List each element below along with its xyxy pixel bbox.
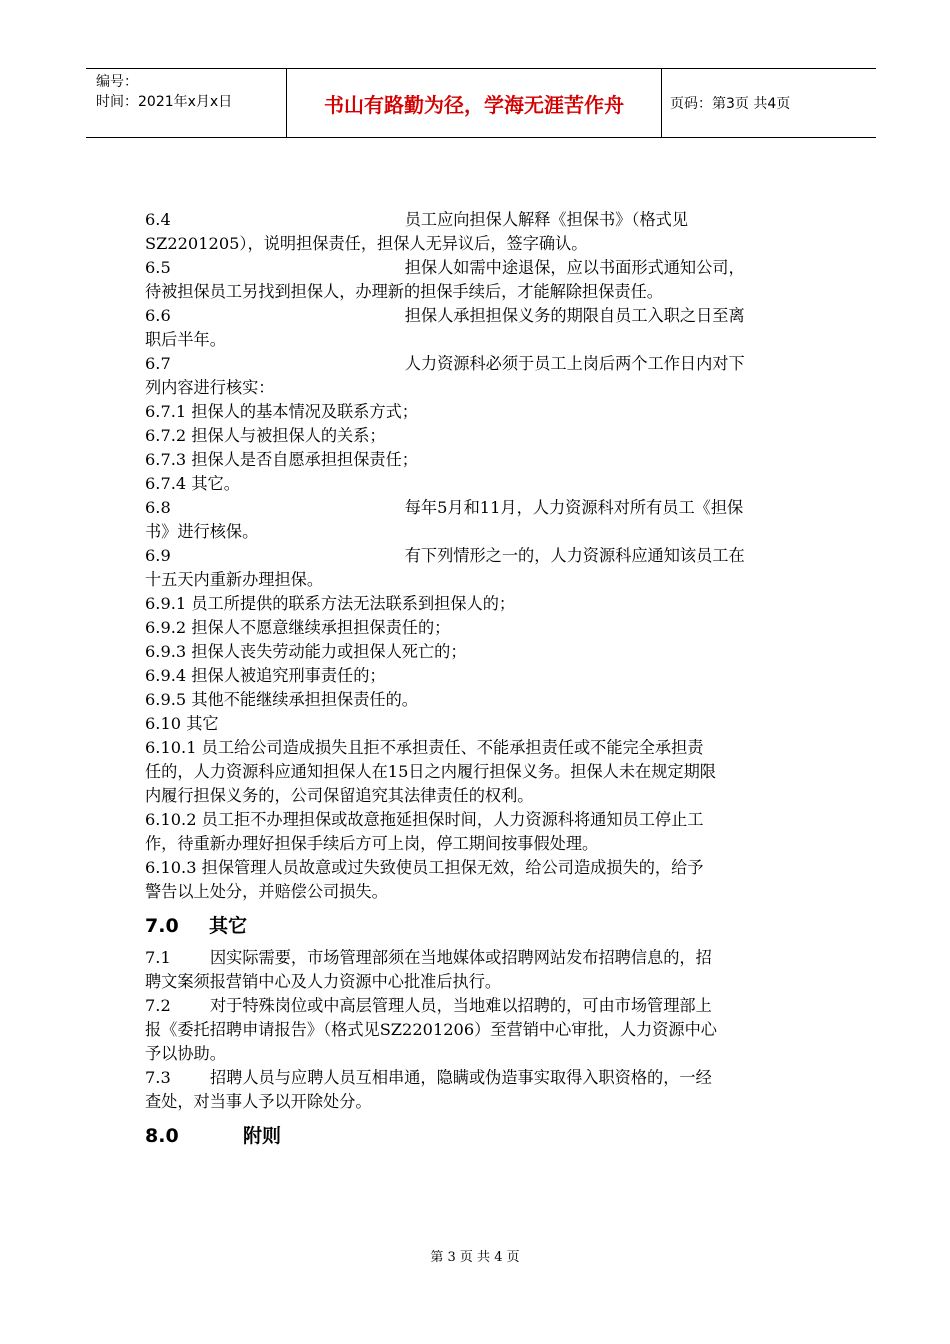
text-line: 任的，人力资源科应通知担保人在15日之内履行担保义务。担保人未在规定期限 <box>145 762 716 781</box>
clause-7-3: 7.3 招聘人员与应聘人员互相串通，隐瞒或伪造事实取得入职资格的，一经 <box>145 1068 712 1087</box>
section-title: 附则 <box>243 1125 282 1147</box>
text-line: 报《委托招聘申请报告》（格式见SZ2201206）至营销中心审批，人力资源中心 <box>145 1020 717 1039</box>
clause-6-10: 6.10 其它 <box>145 714 219 733</box>
number-label: 编号： <box>96 74 138 90</box>
text-line: 6.10.1 员工给公司造成损失且拒不承担责任、不能承担责任或不能完全承担责 <box>145 738 704 757</box>
text-line: 列内容进行核实： <box>145 378 275 397</box>
text-line: 查处，对当事人予以开除处分。 <box>145 1092 372 1111</box>
text-line: 内履行担保义务的，公司保留追究其法律责任的权利。 <box>145 786 534 805</box>
clause-6-6: 6.6 担保人承担担保义务的期限自员工入职之日至离 <box>145 306 745 325</box>
text-line: 6.7.1 担保人的基本情况及联系方式； <box>145 402 418 421</box>
text-line: 6.9.1 员工所提供的联系方法无法联系到担保人的； <box>145 594 516 613</box>
text-line: 聘文案须报营销中心及人力资源中心批准后执行。 <box>145 972 502 991</box>
clause-6-9: 6.9 有下列情形之一的，人力资源科应通知该员工在 <box>145 546 745 565</box>
text-line: SZ2201205），说明担保责任，担保人无异议后，签字确认。 <box>145 234 588 253</box>
clause-7-1: 7.1 因实际需要，市场管理部须在当地媒体或招聘网站发布招聘信息的，招 <box>145 948 712 967</box>
time-label: 时间：2021年x月x日 <box>96 94 233 110</box>
clause-6-4: 6.4 员工应向担保人解释《担保书》（格式见 <box>145 210 689 229</box>
text-line: 6.7.4 其它。 <box>145 474 240 493</box>
text-line: 十五天内重新办理担保。 <box>145 570 324 589</box>
document-body <box>145 208 820 1156</box>
text-line: 警告以上处分，并赔偿公司损失。 <box>145 882 388 901</box>
clause-6-7: 6.7 人力资源科必须于员工上岗后两个工作日内对下 <box>145 354 745 373</box>
section-number: 7.0 <box>145 915 179 937</box>
section-7-heading <box>145 912 820 940</box>
section-title: 其它 <box>209 915 248 937</box>
text-line: 职后半年。 <box>145 330 226 349</box>
text-line: 6.9.4 担保人被追究刑事责任的； <box>145 666 386 685</box>
text-line: 6.9.5 其他不能继续承担担保责任的。 <box>145 690 418 709</box>
text-line: 6.10.3 担保管理人员故意或过失致使员工担保无效，给公司造成损失的，给予 <box>145 858 704 877</box>
clause-6-5: 6.5 担保人如需中途退保，应以书面形式通知公司， <box>145 258 745 277</box>
clause-6-8: 6.8 每年5月和11月，人力资源科对所有员工《担保 <box>145 498 744 517</box>
header-page-label: 页码：第3页 共4页 <box>670 96 791 112</box>
header-motto: 书山有路勤为径，学海无涯苦作舟 <box>286 69 662 137</box>
text-line: 6.10.2 员工拒不办理担保或故意拖延担保时间，人力资源科将通知员工停止工 <box>145 810 704 829</box>
text-line: 作，待重新办理好担保手续后方可上岗，停工期间按事假处理。 <box>145 834 599 853</box>
section-number: 8.0 <box>145 1125 179 1147</box>
text-line: 6.9.2 担保人不愿意继续承担担保责任的； <box>145 618 451 637</box>
page-footer: 第 3 页 共 4 页 <box>430 1250 520 1265</box>
text-line: 待被担保员工另找到担保人，办理新的担保手续后，才能解除担保责任。 <box>145 282 663 301</box>
text-line: 6.9.3 担保人丧失劳动能力或担保人死亡的； <box>145 642 467 661</box>
text-line: 予以协助。 <box>145 1044 226 1063</box>
header-meta <box>86 69 286 137</box>
page-header <box>86 68 876 138</box>
text-line: 书》进行核保。 <box>145 522 259 541</box>
text-line: 6.7.2 担保人与被担保人的关系； <box>145 426 386 445</box>
clause-7-2: 7.2 对于特殊岗位或中高层管理人员，当地难以招聘的，可由市场管理部上 <box>145 996 712 1015</box>
section-8-heading <box>145 1122 820 1150</box>
text-line: 6.7.3 担保人是否自愿承担担保责任； <box>145 450 418 469</box>
